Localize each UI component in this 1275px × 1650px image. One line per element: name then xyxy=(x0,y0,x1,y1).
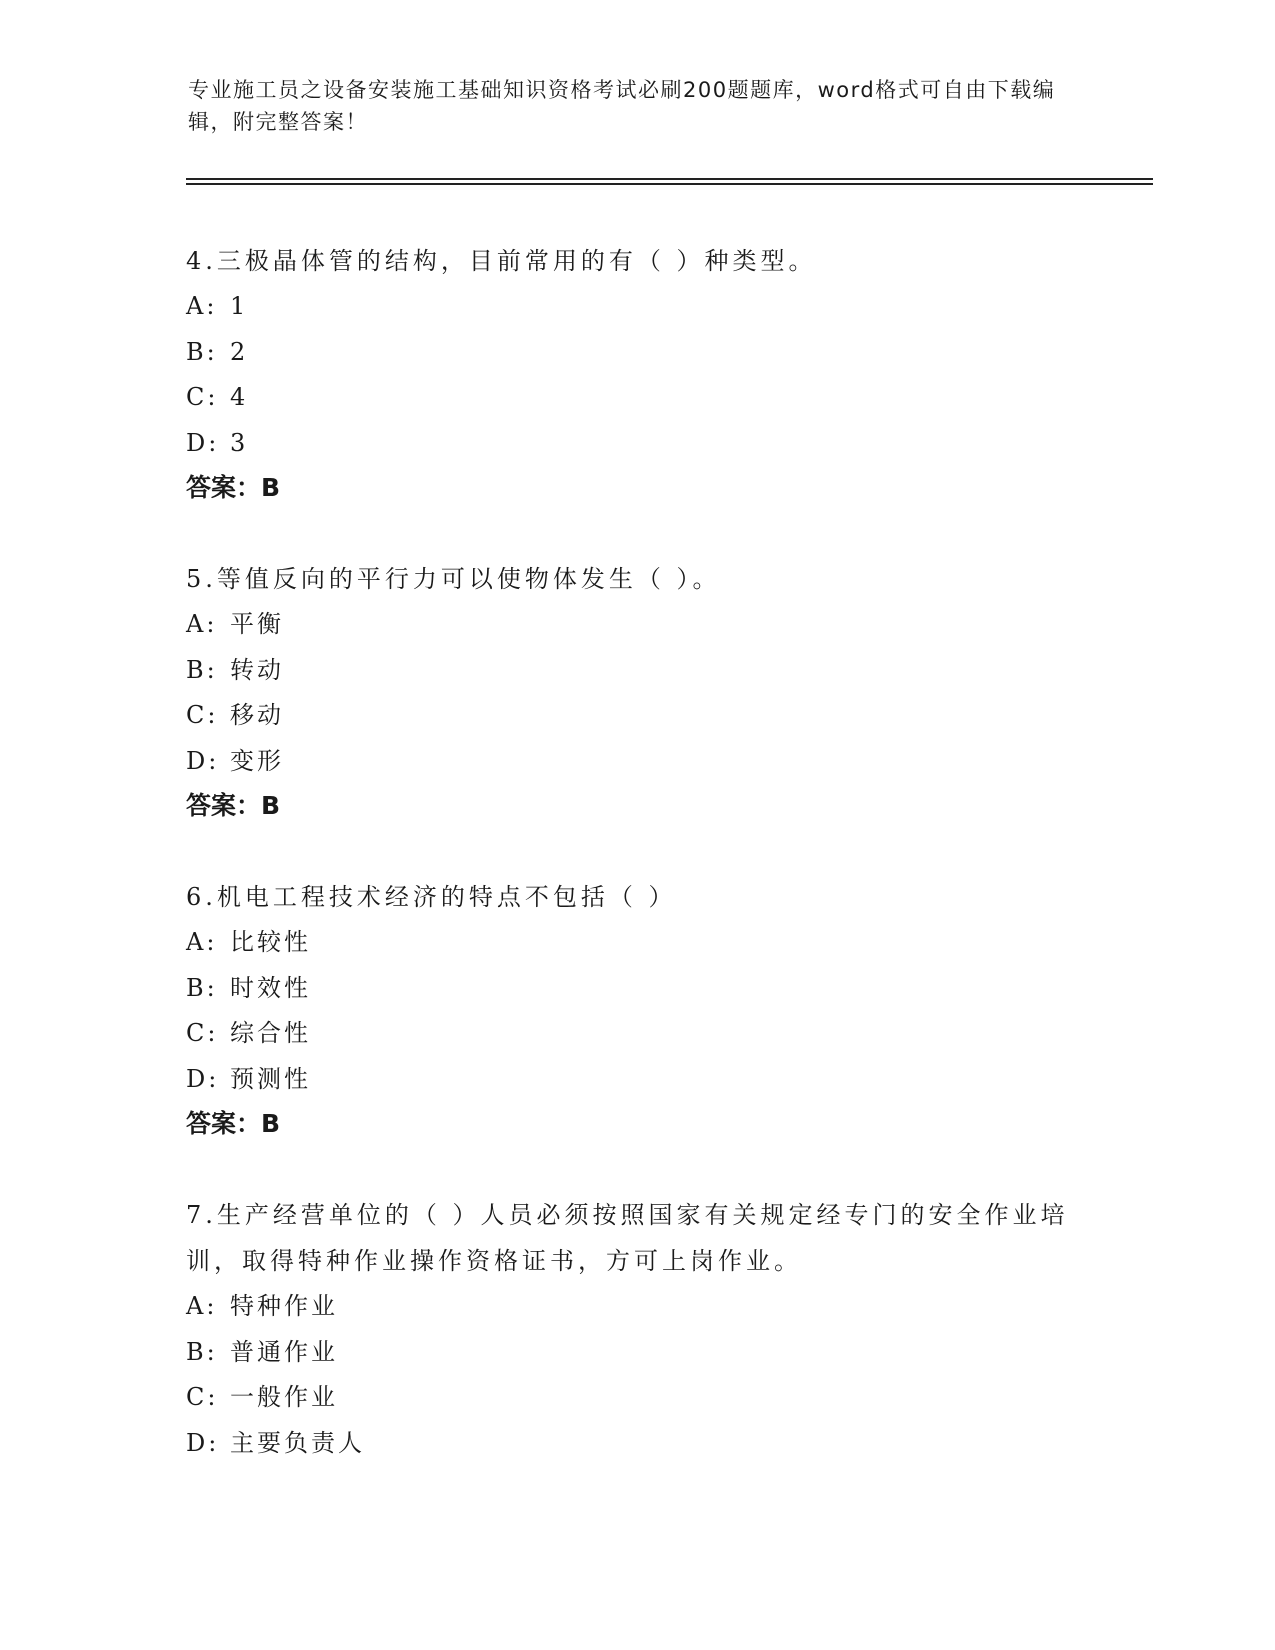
option-text: 主要负责人 xyxy=(230,1428,365,1457)
header-rule-bottom xyxy=(186,183,1153,185)
option-d xyxy=(186,1421,1086,1467)
option-text: 移动 xyxy=(230,701,284,729)
answer-line: 答案：B xyxy=(186,791,281,820)
option-c xyxy=(186,1375,1086,1421)
option-d xyxy=(186,1057,1086,1103)
option-key: A: xyxy=(186,610,218,638)
option-key: A: xyxy=(186,292,218,320)
answer-line: 答案：B xyxy=(186,473,281,502)
document-header: 专业施工员之设备安装施工基础知识资格考试必刷200题题库，word格式可自由下载编辑，附完整答案！ xyxy=(188,78,1056,134)
option-key: A: xyxy=(186,928,218,956)
question-4 xyxy=(186,238,1086,510)
option-text: 时效性 xyxy=(230,973,311,1002)
option-text: 3 xyxy=(230,428,249,457)
option-b xyxy=(186,330,1086,376)
option-text: 综合性 xyxy=(230,1019,311,1047)
question-7 xyxy=(186,1192,1086,1466)
option-key: B: xyxy=(186,337,218,366)
option-c xyxy=(186,375,1086,421)
question-5 xyxy=(186,556,1086,828)
option-b xyxy=(186,1330,1086,1376)
option-text: 普通作业 xyxy=(230,1337,338,1366)
option-b xyxy=(186,966,1086,1012)
option-text: 一般作业 xyxy=(230,1383,338,1411)
option-text: 4 xyxy=(230,383,249,411)
option-key: B: xyxy=(186,655,218,684)
option-text: 平衡 xyxy=(230,610,284,638)
option-key: C: xyxy=(186,701,219,729)
option-a xyxy=(186,602,1086,648)
option-text: 变形 xyxy=(230,746,284,775)
question-6 xyxy=(186,874,1086,1146)
option-c xyxy=(186,1011,1086,1057)
option-text: 预测性 xyxy=(230,1064,311,1093)
question-stem: 4.三极晶体管的结构，目前常用的有（ ）种类型。 xyxy=(186,247,817,275)
option-b xyxy=(186,648,1086,694)
option-key: A: xyxy=(186,1292,218,1320)
option-text: 1 xyxy=(230,292,249,320)
answer-line: 答案：B xyxy=(186,1109,281,1138)
option-key: D: xyxy=(186,746,220,775)
question-stem: 5.等值反向的平行力可以使物体发生（ ）。 xyxy=(186,565,721,593)
option-text: 特种作业 xyxy=(230,1292,338,1320)
option-key: B: xyxy=(186,1337,218,1366)
option-key: C: xyxy=(186,1383,219,1411)
question-stem: 7.生产经营单位的（ ）人员必须按照国家有关规定经专门的安全作业培训，取得特种作业操作资格证书，方可上岗作业。 xyxy=(186,1201,1069,1275)
option-c xyxy=(186,693,1086,739)
option-a xyxy=(186,284,1086,330)
option-text: 转动 xyxy=(230,655,284,684)
option-d xyxy=(186,739,1086,785)
option-key: D: xyxy=(186,1064,220,1093)
option-a xyxy=(186,920,1086,966)
option-text: 比较性 xyxy=(230,928,311,956)
option-a xyxy=(186,1284,1086,1330)
option-key: C: xyxy=(186,383,219,411)
question-list xyxy=(186,238,1086,1512)
option-key: D: xyxy=(186,1428,220,1457)
question-stem: 6.机电工程技术经济的特点不包括（ ） xyxy=(186,883,677,911)
option-key: B: xyxy=(186,973,218,1002)
option-text: 2 xyxy=(230,337,249,366)
option-key: C: xyxy=(186,1019,219,1047)
option-d xyxy=(186,421,1086,467)
header-rule-top xyxy=(186,178,1153,180)
option-key: D: xyxy=(186,428,220,457)
